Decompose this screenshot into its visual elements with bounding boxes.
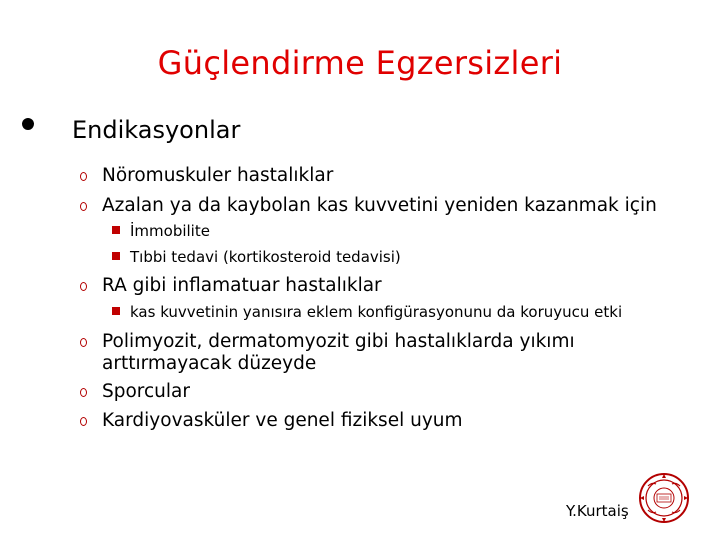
bullet-o — [80, 338, 87, 347]
list-item-text-continued: arttırmayacak düzeyde — [102, 353, 317, 374]
bullet-square — [112, 252, 120, 260]
list-item-text: Kardiyovasküler ve genel fiziksel uyum — [102, 410, 463, 431]
heading-text: Endikasyonlar — [72, 116, 241, 144]
bullet-o — [80, 388, 87, 397]
list-item-text: RA gibi inflamatuar hastalıklar — [102, 275, 382, 296]
university-seal-icon — [638, 468, 690, 528]
bullet-o — [80, 202, 87, 211]
sub-list-item-text: Tıbbi tedavi (kortikosteroid tedavisi) — [130, 248, 401, 266]
bullet-o — [80, 172, 87, 181]
list-item-text: Sporcular — [102, 381, 190, 402]
list-item-text: Azalan ya da kaybolan kas kuvvetini yeniden kazanmak için — [102, 195, 657, 216]
bullet-o — [80, 282, 87, 291]
bullet-square — [112, 226, 120, 234]
sub-list-item-text: kas kuvvetinin yanısıra eklem konfigürasyonunu da koruyucu etki — [130, 303, 623, 321]
slide-title: Güçlendirme Egzersizleri — [157, 44, 563, 82]
level1-bullet — [22, 118, 34, 130]
bullet-o — [80, 417, 87, 426]
bullet-square — [112, 307, 120, 315]
sub-list-item-text: İmmobilite — [130, 222, 210, 240]
list-item-text: Nöromuskuler hastalıklar — [102, 165, 334, 186]
list-item-text: Polimyozit, dermatomyozit gibi hastalıklarda yıkımı — [102, 331, 575, 352]
author-label: Y.Kurtaiş — [566, 502, 629, 520]
